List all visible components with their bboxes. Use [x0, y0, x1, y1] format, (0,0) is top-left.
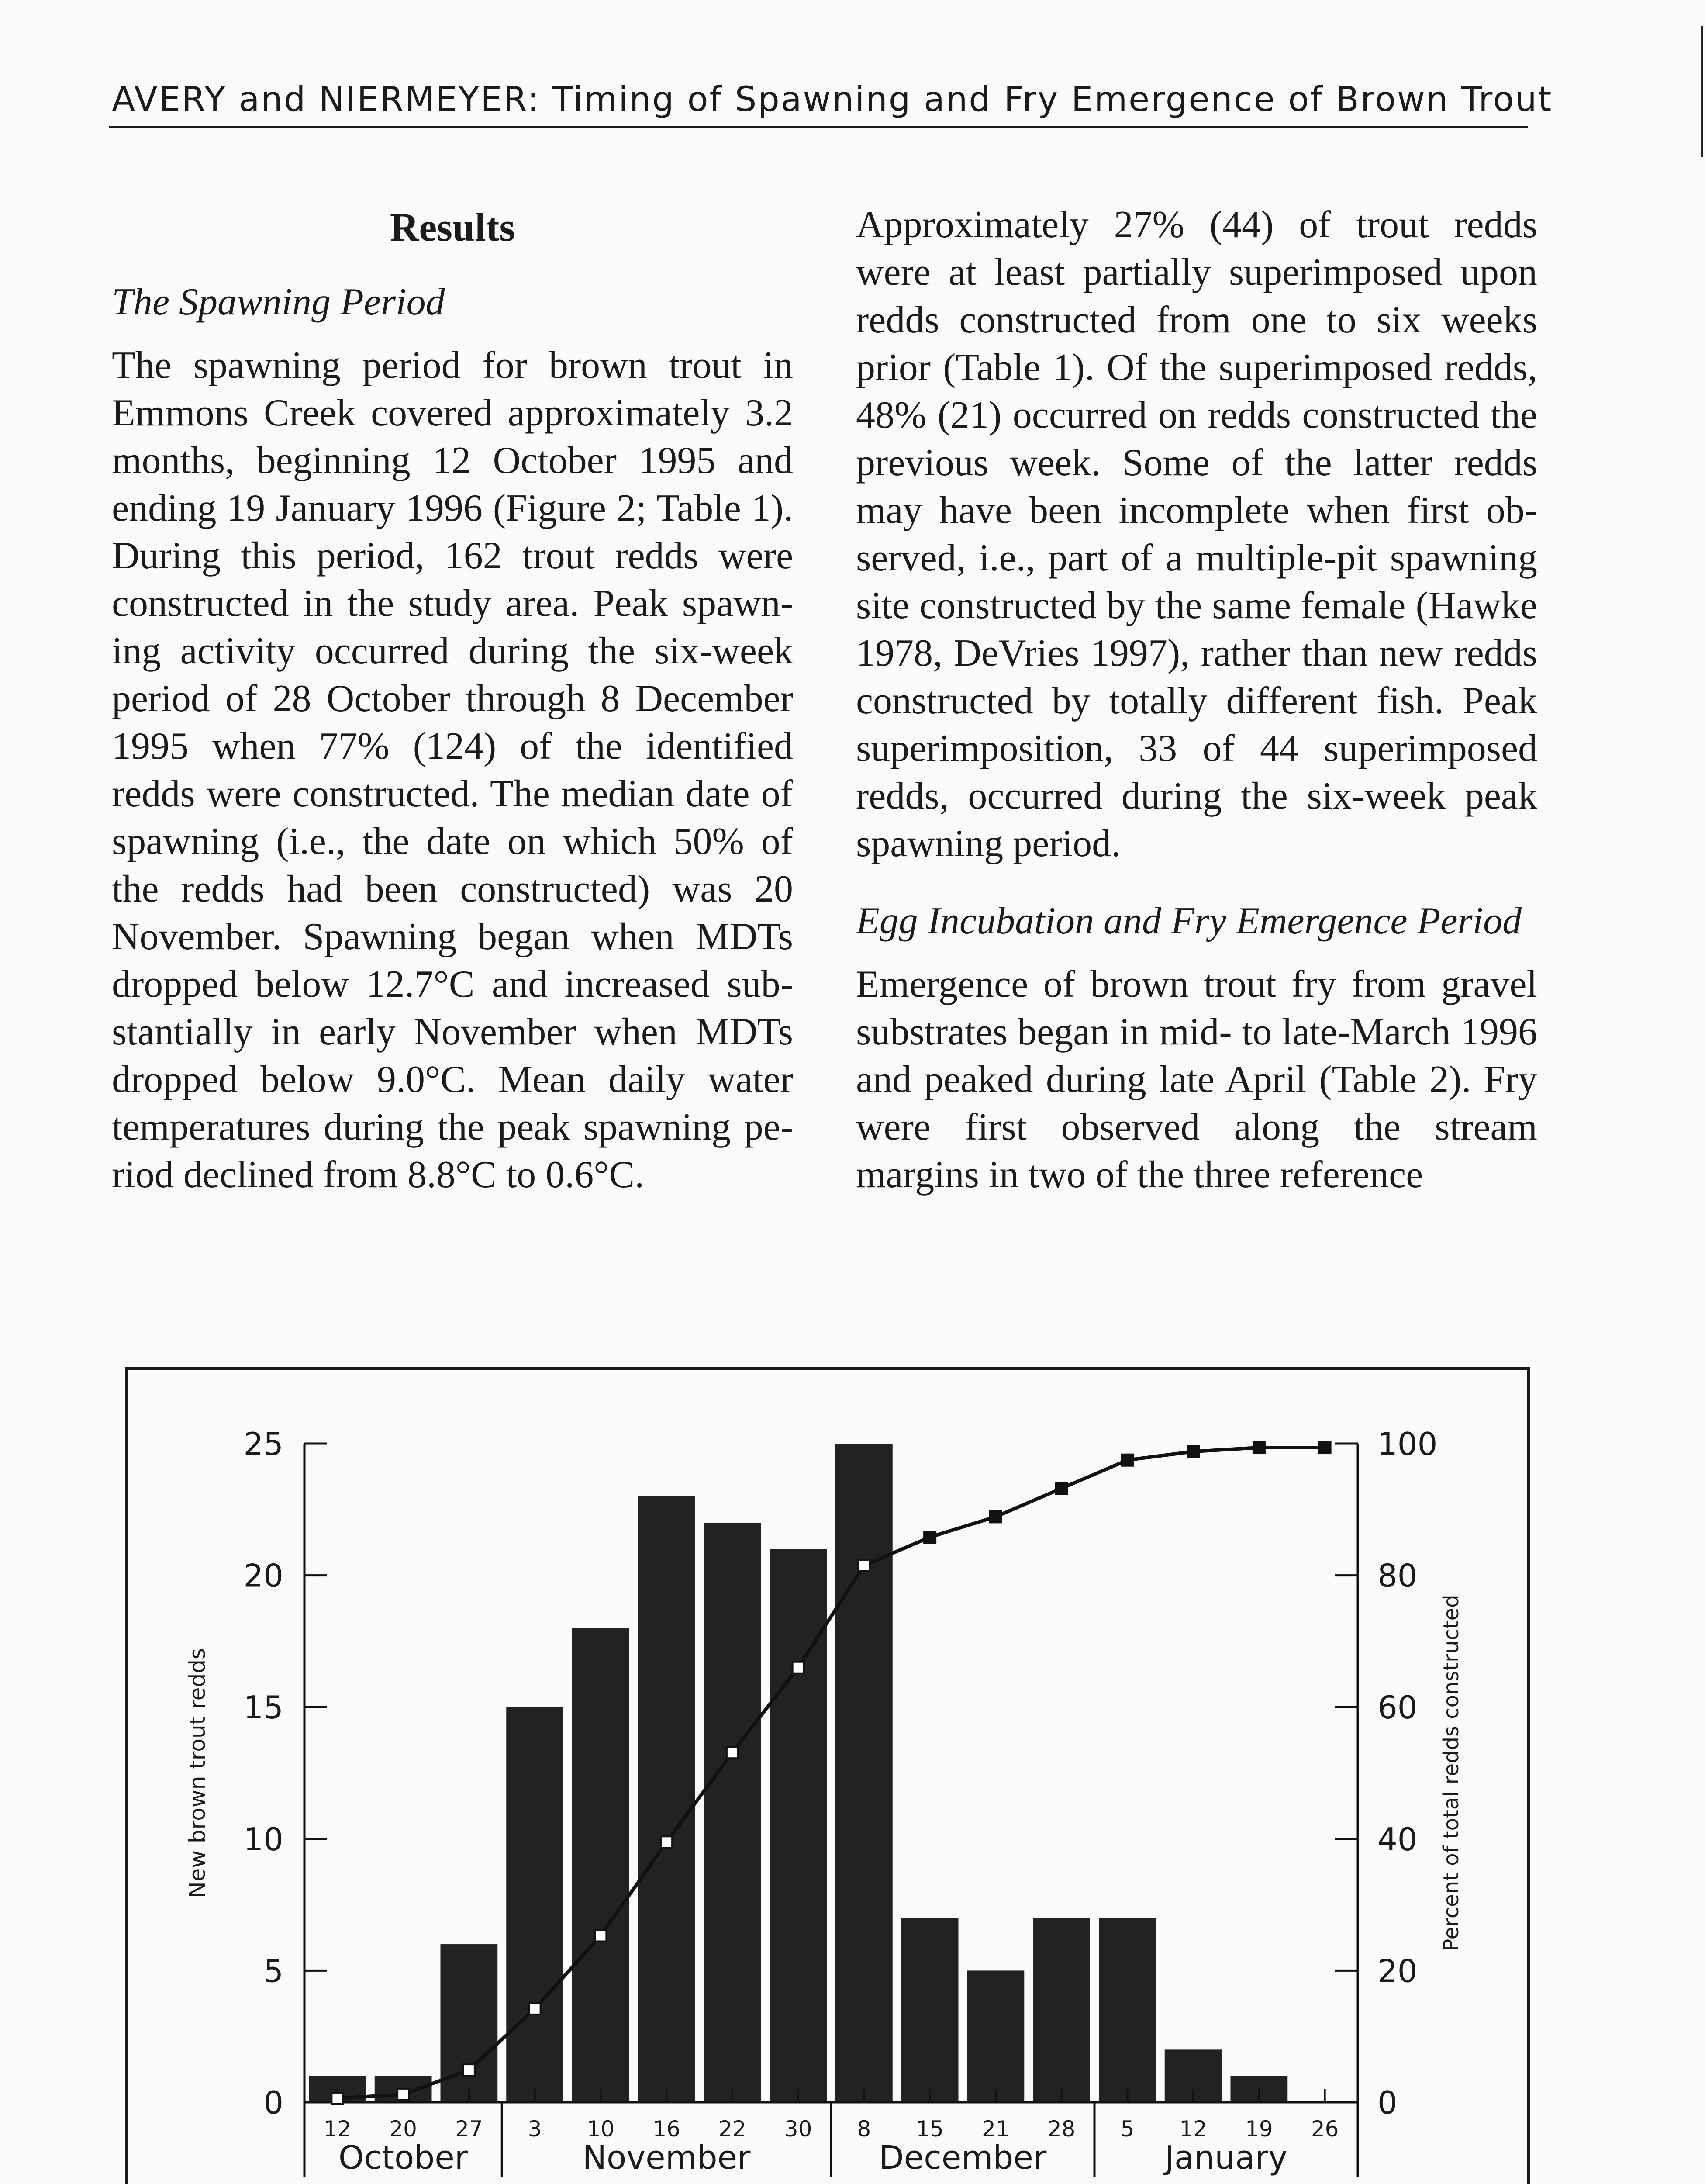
x-tick-label: 26 [1311, 2116, 1339, 2142]
bar [572, 1628, 629, 2102]
month-label: October [338, 2139, 468, 2177]
cumulative-point [463, 2064, 475, 2076]
bar [901, 1918, 959, 2102]
bar [638, 1496, 695, 2102]
month-label: December [879, 2139, 1047, 2177]
left-tick-label: 15 [243, 1689, 283, 1726]
cumulative-point [1056, 1483, 1067, 1494]
cumulative-point [397, 2089, 409, 2100]
x-tick-label: 30 [784, 2116, 812, 2142]
right-tick-label: 0 [1377, 2084, 1398, 2121]
paragraph-spawning-period: The spawning period for brown trout in Emmons Creek covered approximately 3.2 months, beginning 12 October 1995 and ending 19 January 1996 (Figure 2; Table 1). During this period, 162 trout redds were constructed in the study area. Peak spawning activity occurred during the six-week period of 28 October through 8 December 1995 when 77% (124) of the identified redds were constructed. The median date of spawning (i.e., the date on which 50% of the redds had been constructed) was 20 November. Spawning began when MDTs dropped below 12.7°C and increased substantially in early November when MDTs dropped below 9.0°C. Mean daily water temperatures during the peak spawning period declined from 8.8°C to 0.6°C. [112, 344, 793, 1196]
subsection-title-incubation: Egg Incubation and Fry Emergence Period [856, 900, 1522, 942]
right-tick-label: 40 [1377, 1821, 1418, 1858]
cumulative-point [1187, 1446, 1199, 1457]
cumulative-point [331, 2093, 343, 2104]
header-rule [109, 126, 1528, 128]
x-tick-label: 5 [1120, 2116, 1135, 2142]
x-tick-label: 12 [1179, 2116, 1207, 2142]
cumulative-point [990, 1511, 1001, 1522]
bar [770, 1549, 827, 2102]
cumulative-point [793, 1662, 804, 1673]
left-tick-label: 0 [263, 2084, 283, 2121]
cumulative-point [1122, 1455, 1133, 1466]
left-tick-label: 10 [243, 1821, 283, 1858]
x-tick-label: 8 [857, 2116, 871, 2142]
spawning-chart [128, 1370, 1527, 2184]
x-tick-label: 22 [718, 2116, 746, 2142]
y-axis-title-right: Percent of total redds constructed [1439, 1594, 1463, 1952]
left-tick-label: 20 [243, 1557, 283, 1594]
cumulative-point [1253, 1442, 1265, 1453]
cumulative-point [858, 1560, 870, 1571]
right-tick-label: 20 [1377, 1952, 1418, 1990]
right-tick-label: 100 [1377, 1426, 1438, 1462]
paragraph-emergence: Emergence of brown trout fry from gravel substrates began in mid- to late-March 1996 and peaked during late April (Table 2). Fry were first observed along the stream margins in two of the three reference [856, 963, 1537, 1196]
page-edge-line [1701, 26, 1703, 157]
subsection-title-spawning: The Spawning Period [112, 281, 445, 324]
right-column [856, 201, 1537, 1199]
cumulative-point [595, 1930, 606, 1941]
x-tick-label: 27 [455, 2116, 483, 2142]
x-tick-label: 12 [323, 2116, 352, 2142]
section-title: Results [390, 205, 515, 249]
right-tick-label: 60 [1377, 1689, 1418, 1726]
month-label: November [582, 2139, 751, 2177]
left-column [112, 201, 793, 1199]
bar [1099, 1918, 1156, 2102]
paragraph-superimposition: Approximately 27% (44) of trout redds were at least partially superimposed upon redds constructed from one to six weeks prior (Table 1). Of the superimposed redds, 48% (21) occurred on redds constructed the previous week. Some of the latter redds may have been incomplete when first observed, i.e., part of a multiple-pit spawning site constructed by the same female (Hawke 1978, DeVries 1997), rather than new redds constructed by totally different fish. Peak superimposition, 33 of 44 superimposed redds, occurred during the six-week peak spawning period. [856, 204, 1537, 865]
x-tick-label: 19 [1245, 2116, 1273, 2142]
bar [704, 1523, 761, 2102]
x-tick-label: 28 [1047, 2116, 1076, 2142]
cumulative-point [727, 1747, 738, 1758]
right-tick-label: 80 [1377, 1557, 1418, 1594]
y-axis-title: New brown trout redds [185, 1648, 210, 1898]
cumulative-point [1319, 1442, 1331, 1453]
bar [967, 1970, 1025, 2102]
left-tick-label: 25 [243, 1426, 283, 1462]
bar [506, 1707, 563, 2102]
left-tick-label: 5 [263, 1952, 283, 1990]
month-label: January [1165, 2139, 1287, 2177]
x-tick-label: 21 [982, 2116, 1010, 2142]
bar [835, 1444, 893, 2102]
cumulative-point [661, 1836, 672, 1848]
x-tick-label: 16 [652, 2116, 680, 2142]
x-tick-label: 3 [528, 2116, 542, 2142]
figure-frame [125, 1367, 1530, 2184]
bar [1033, 1918, 1090, 2102]
x-tick-label: 20 [389, 2116, 417, 2142]
x-tick-label: 10 [587, 2116, 615, 2142]
running-header: AVERY and NIERMEYER: Timing of Spawning and Fry Emergence of Brown Trout [112, 80, 1553, 119]
cumulative-point [529, 2003, 541, 2015]
cumulative-point [924, 1531, 935, 1543]
x-tick-label: 15 [916, 2116, 944, 2142]
